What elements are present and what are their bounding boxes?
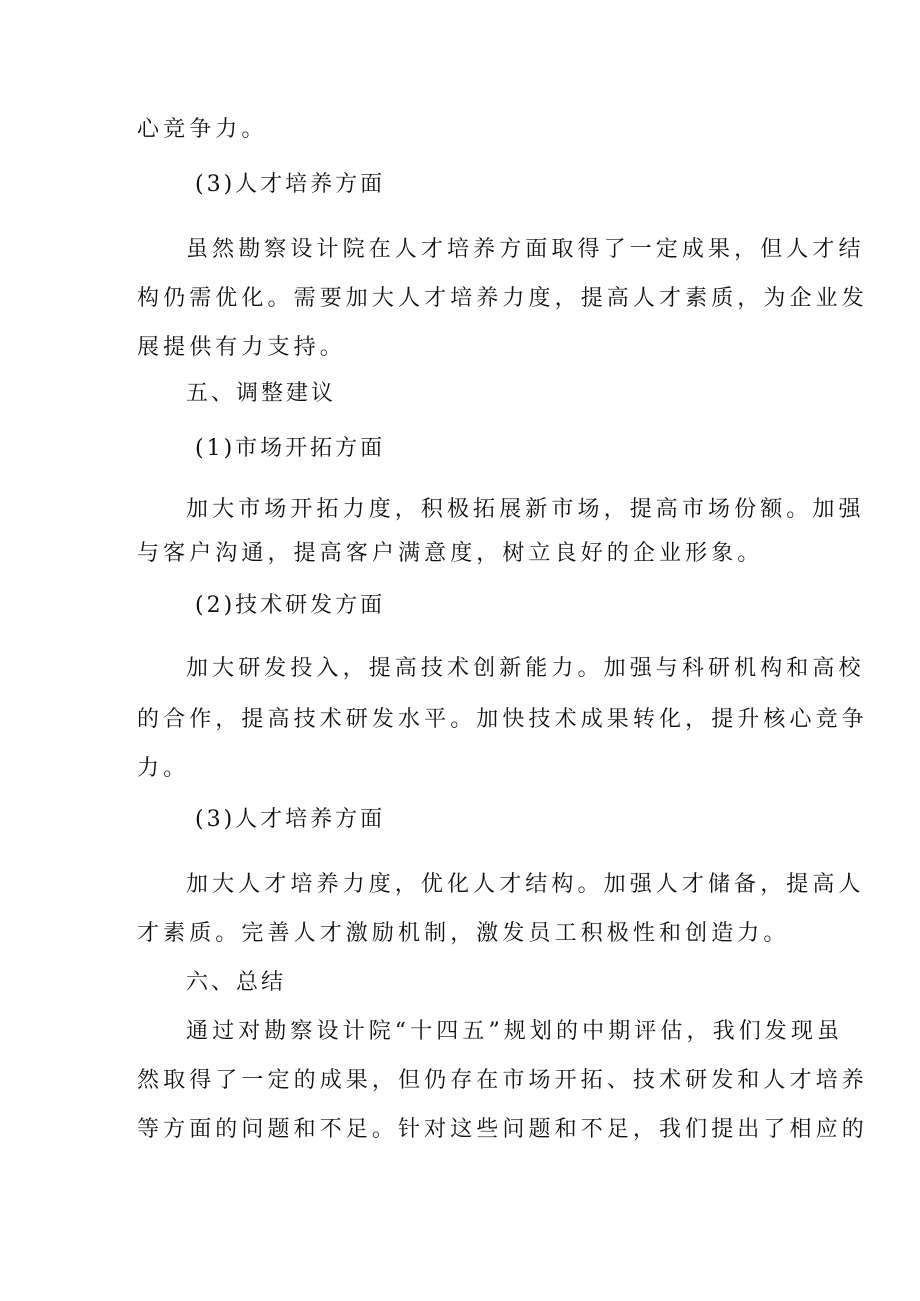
subsection-heading: (3)人才培养方面 bbox=[195, 807, 386, 832]
paragraph-line: 加大市场开拓力度，积极拓展新市场，提高市场份额。加强 bbox=[186, 497, 865, 522]
subsection-heading: (1)市场开拓方面 bbox=[195, 436, 386, 461]
paragraph-line: 加大人才培养力度，优化人才结构。加强人才储备，提高人 bbox=[186, 872, 865, 897]
paragraph-line: 的合作，提高技术研发水平。加快技术成果转化，提升核心竞争 bbox=[137, 707, 868, 732]
paragraph-line: 心竞争力。 bbox=[137, 117, 268, 142]
paragraph-line: 等方面的问题和不足。针对这些问题和不足，我们提出了相应的 bbox=[137, 1117, 868, 1142]
section-heading: 六、总结 bbox=[186, 970, 287, 995]
paragraph-line: 加大研发投入，提高技术创新能力。加强与科研机构和高校 bbox=[186, 656, 865, 681]
subsection-heading: (3)人才培养方面 bbox=[195, 172, 386, 197]
paragraph-line: 通过对勘察设计院“十四五”规划的中期评估，我们发现虽 bbox=[186, 1019, 844, 1044]
subsection-heading: (2)技术研发方面 bbox=[195, 593, 386, 618]
paragraph-line: 与客户沟通，提高客户满意度，树立良好的企业形象。 bbox=[137, 541, 764, 566]
paragraph-line: 然取得了一定的成果，但仍存在市场开拓、技术研发和人才培养 bbox=[137, 1068, 868, 1093]
paragraph-line: 才素质。完善人才激励机制，激发员工积极性和创造力。 bbox=[137, 921, 790, 946]
paragraph-line: 虽然勘察设计院在人才培养方面取得了一定成果，但人才结 bbox=[186, 237, 865, 262]
paragraph-line: 展提供有力支持。 bbox=[137, 335, 346, 360]
paragraph-line: 构仍需优化。需要加大人才培养力度，提高人才素质，为企业发 bbox=[137, 286, 868, 311]
section-heading: 五、调整建议 bbox=[186, 381, 337, 406]
paragraph-line: 力。 bbox=[137, 756, 190, 781]
